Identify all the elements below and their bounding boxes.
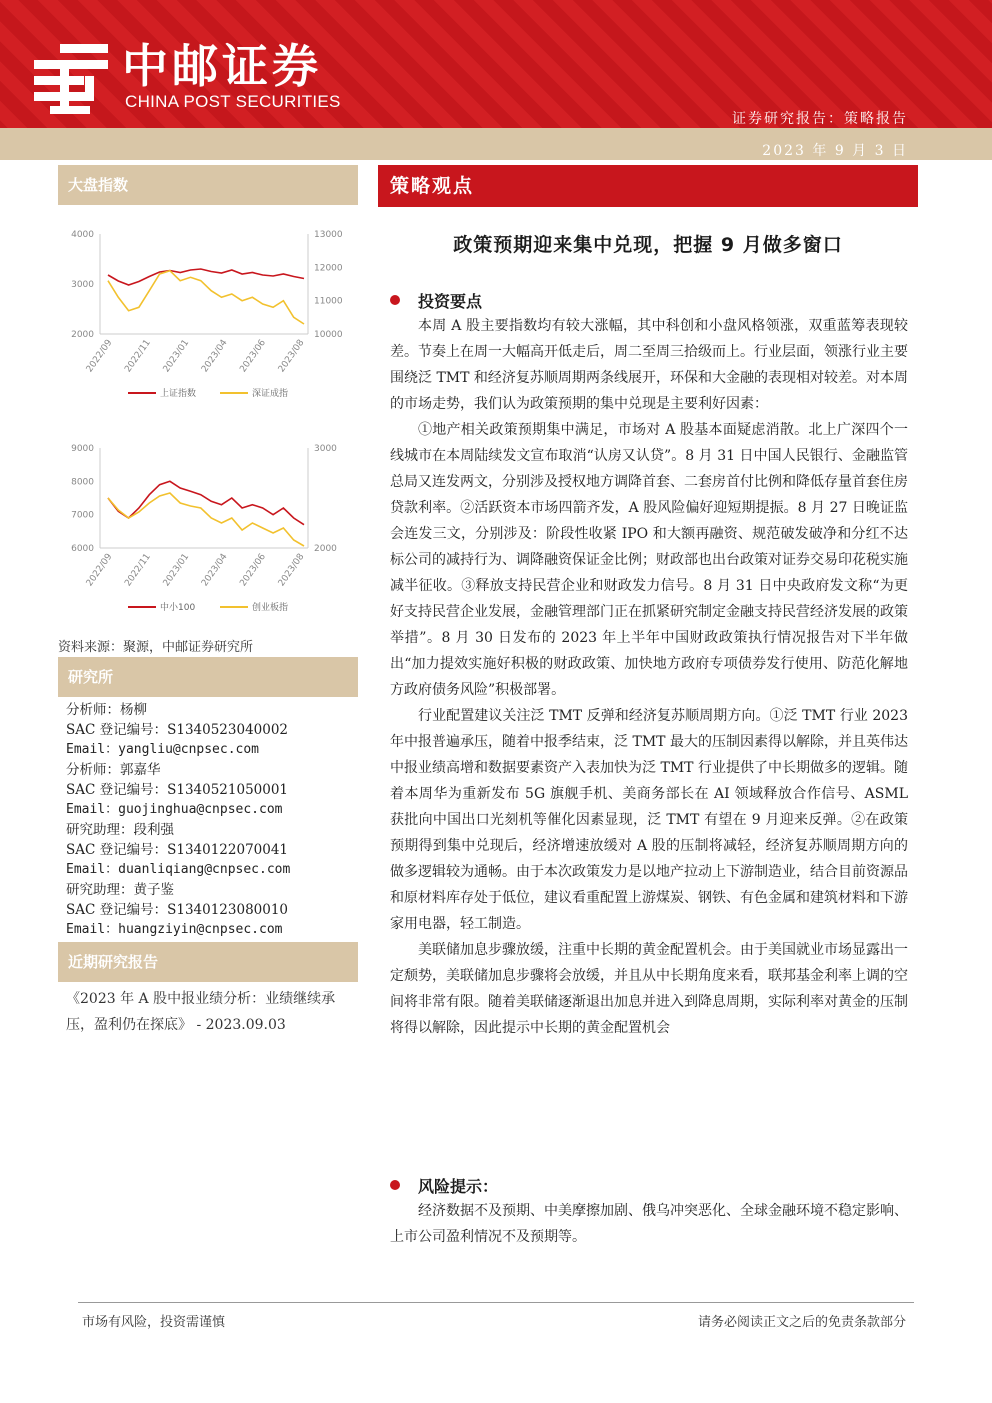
section-header xyxy=(378,165,918,207)
paragraph: 行业配置建议关注泛 TMT 反弹和经济复苏顺周期方向。①泛 TMT 行业 2023 年中报普遍承压，随着中报季结束，泛 TMT 最大的压制因素得以解除，并且英伟达中报业绩高增和数据要素资产入表加快为泛 TMT 行业提供了中长期做多的逻辑。随着本周华为重新发布 5G 旗舰手机、美商务部长在 AI 领域释放合作信号、ASML 获批向中国出口光刻机等催化因素显现，泛 TMT 有望在 9 月迎来反弹。②在政策预期得到集中兑现后，经济增速放缓对 A 股的压制将减轻，经济复苏顺周期方向的做多逻辑较为通畅。由于本次政策发力是以地产拉动上下游制造业，结合目前资源品和原材料库存处于低位，建议看重配置上游煤炭、钢铁、有色金属和建筑材料和下游家用电器，轻工制造。 xyxy=(390,708,908,932)
right-tick-label: 12000 xyxy=(314,263,343,274)
risk-label: 风险提示： xyxy=(418,1177,499,1196)
risk-paragraph: 经济数据不及预期、中美摩擦加剧、俄乌冲突恶化、全球金融环境不稳定影响、上市公司盈利情况不及预期等。 xyxy=(390,1203,908,1245)
series-line-中小100 xyxy=(108,481,304,524)
report-title: 政策预期迎来集中兑现，把握 9 月做多窗口 xyxy=(453,234,843,256)
x-tick-label: 2023/08 xyxy=(276,337,307,375)
x-tick-label: 2022/09 xyxy=(84,551,115,589)
x-tick-label: 2023/06 xyxy=(238,337,269,375)
x-tick-label: 2023/01 xyxy=(161,337,192,375)
brand-name-en: CHINA POST SECURITIES xyxy=(125,92,341,111)
right-tick-label: 3000 xyxy=(314,444,337,454)
investment-points-label: 投资要点 xyxy=(418,292,483,311)
brand-name-cn: 中邮证券 xyxy=(122,39,322,93)
analyst-email[interactable]: Email：guojinghua@cnpsec.com xyxy=(66,802,283,817)
bullet-dot-icon xyxy=(390,1180,400,1190)
footer-disclaimer-note: 请务必阅读正文之后的免责条款部分 xyxy=(697,1315,906,1330)
analyst-line: 分析师：杨柳 xyxy=(66,702,147,718)
china-post-logo-icon xyxy=(30,40,112,118)
section-title: 策略观点 xyxy=(390,175,475,197)
bullet-dot-icon xyxy=(390,295,400,305)
series-line-上证指数 xyxy=(108,269,304,285)
footer-risk-note: 市场有风险，投资需谨慎 xyxy=(82,1315,226,1330)
x-tick-label: 2023/08 xyxy=(276,551,307,589)
recent-reports-title: 近期研究报告 xyxy=(58,942,358,982)
series-line-创业板指 xyxy=(108,493,304,546)
report-type: 证券研究报告：策略报告 xyxy=(732,111,908,127)
x-tick-label: 2023/04 xyxy=(200,337,230,375)
x-tick-label: 2022/09 xyxy=(84,337,115,375)
x-tick-label: 2022/11 xyxy=(123,551,153,589)
investment-points-heading xyxy=(390,289,482,312)
left-tick-label: 9000 xyxy=(71,444,94,454)
chart-shanghai-shenzhen xyxy=(60,218,360,408)
left-tick-label: 3000 xyxy=(71,280,94,290)
chart-source-note: 资料来源：聚源，中邮证券研究所 xyxy=(58,640,254,655)
x-tick-label: 2023/04 xyxy=(200,551,230,589)
legend-label: 深证成指 xyxy=(252,389,289,399)
legend-label: 上证指数 xyxy=(160,389,197,399)
chart-1-svg xyxy=(60,218,360,408)
analyst-line: 研究助理：黄子鉴 xyxy=(66,882,174,898)
right-tick-label: 2000 xyxy=(314,544,337,554)
analyst-line: SAC 登记编号：S1340122070041 xyxy=(66,842,289,858)
main-body xyxy=(390,313,908,1041)
chart-sme-chinext xyxy=(60,432,360,622)
analyst-line: 分析师：郭嘉华 xyxy=(66,762,161,778)
analyst-line: SAC 登记编号：S1340123080010 xyxy=(66,902,289,918)
right-tick-label: 11000 xyxy=(314,296,343,307)
analyst-list xyxy=(66,700,356,940)
right-tick-label: 13000 xyxy=(314,230,343,240)
chart-2-svg xyxy=(60,432,360,622)
risk-body xyxy=(390,1198,908,1250)
paragraph: 本周 A 股主要指数均有较大涨幅，其中科创和小盘风格领涨，双重蓝筹表现较差。节奏上在周一大幅高开低走后，周二至周三拾级而上。行业层面，领涨行业主要围绕泛 TMT 和经济复苏顺周期两条线展开，环保和大金融的表现相对较差。对本周的市场走势，我们认为政策预期的集中兑现是主要利好因素： xyxy=(390,318,908,412)
series-line-深证成指 xyxy=(108,271,304,324)
legend-label: 创业板指 xyxy=(252,603,289,613)
analyst-email[interactable]: Email：huangziyin@cnpsec.com xyxy=(66,922,283,937)
left-tick-label: 2000 xyxy=(71,330,94,340)
analyst-email[interactable]: Email：yangliu@cnpsec.com xyxy=(66,742,260,757)
footer-divider xyxy=(78,1302,914,1303)
right-tick-label: 10000 xyxy=(314,330,343,340)
index-section-title: 大盘指数 xyxy=(58,165,358,205)
analyst-line: 研究助理：段利强 xyxy=(66,822,174,838)
paragraph: 美联储加息步骤放缓，注重中长期的黄金配置机会。由于美国就业市场显露出一定颓势，美联储加息步骤将会放缓，并且从中长期角度来看，联邦基金利率上调的空间将非常有限。随着美联储逐渐退出加息并进入到降息周期，实际利率对黄金的压制将得以解除，因此提示中长期的黄金配置机会 xyxy=(390,942,908,1036)
analyst-email[interactable]: Email：duanliqiang@cnpsec.com xyxy=(66,862,291,877)
x-tick-label: 2022/11 xyxy=(123,337,153,375)
analyst-line: SAC 登记编号：S1340521050001 xyxy=(66,782,289,798)
report-date: 2023 年 9 月 3 日 xyxy=(762,143,908,159)
legend-label: 中小100 xyxy=(160,603,196,613)
x-tick-label: 2023/01 xyxy=(161,551,192,589)
left-tick-label: 4000 xyxy=(71,230,94,240)
research-section-title: 研究所 xyxy=(58,657,358,697)
left-tick-label: 8000 xyxy=(71,477,94,488)
left-tick-label: 6000 xyxy=(71,544,94,554)
analyst-line: SAC 登记编号：S1340523040002 xyxy=(66,722,289,738)
recent-report-link[interactable]: 《2023 年 A 股中报业绩分析：业绩继续承压，盈利仍在探底》 - 2023.09.03 xyxy=(66,991,336,1033)
paragraph: ①地产相关政策预期集中满足，市场对 A 股基本面疑虑消散。北上广深四个一线城市在本周陆续发文宣布取消“认房又认贷”。8 月 31 日中国人民银行、金融监管总局又连发两文，分别涉及授权地方调降首套、二套房首付比例和降低存量首套住房贷款利率。②活跃资本市场四箭齐发，A 股风险偏好迎短期提振。8 月 27 日晚证监会连发三文，分别涉及：阶段性收紧 IPO 和大额再融资、规范破发破净和分红不达标公司的减持行为、调降融资保证金比例；财政部也出台政策对证券交易印花税实施减半征收。③释放支持民营企业和财政发力信号。8 月 31 日中央政府发文称“为更好支持民营企业发展，金融管理部门正在抓紧研究制定金融支持民营经济发展的政策举措”。8 月 30 日发布的 2023 年上半年中国财政政策执行情况报告对下半年做出“加力提效实施好积极的财政政策、加快地方政府专项债券发行使用、防范化解地方政府债务风险”积极部署。 xyxy=(390,422,908,698)
x-tick-label: 2023/06 xyxy=(238,551,269,589)
left-tick-label: 7000 xyxy=(71,510,94,521)
risk-heading xyxy=(390,1174,498,1197)
